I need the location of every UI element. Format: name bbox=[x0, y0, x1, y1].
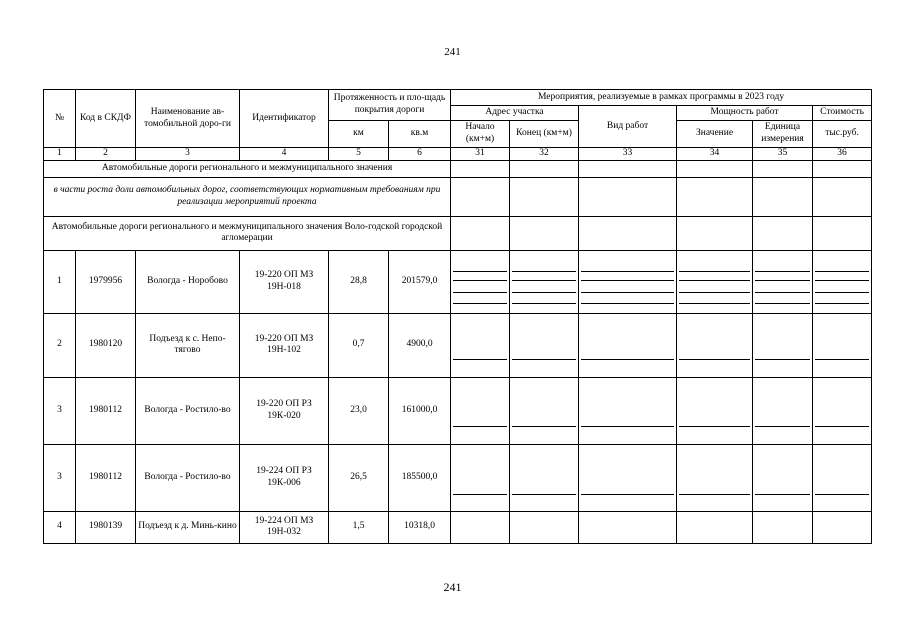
header-value: Значение bbox=[677, 121, 753, 148]
row-identifier: 19-220 ОП МЗ 19Н-102 bbox=[240, 313, 329, 377]
roads-table bbox=[43, 89, 872, 544]
header-address: Адрес участка bbox=[451, 106, 579, 121]
header-code: Код в СКДФ bbox=[76, 90, 136, 148]
table-row bbox=[44, 511, 872, 543]
header-work-type: Вид работ bbox=[579, 106, 677, 148]
row-code: 1980112 bbox=[76, 377, 136, 444]
row-road-name: Вологда - Норобово bbox=[136, 250, 240, 313]
column-number: 1 bbox=[44, 148, 76, 161]
column-number: 3 bbox=[136, 148, 240, 161]
column-number: 5 bbox=[329, 148, 389, 161]
row-sqm: 161000,0 bbox=[389, 377, 451, 444]
row-code: 1979956 bbox=[76, 250, 136, 313]
column-number: 2 bbox=[76, 148, 136, 161]
page-number-top: 241 bbox=[444, 46, 461, 58]
row-road-name: Подъезд к д. Минь-кино bbox=[136, 511, 240, 543]
column-number: 36 bbox=[813, 148, 872, 161]
row-code: 1980139 bbox=[76, 511, 136, 543]
row-identifier: 19-220 ОП РЗ 19К-020 bbox=[240, 377, 329, 444]
header-end: Конец (км+м) bbox=[510, 121, 579, 148]
row-road-name: Вологда - Ростило-во bbox=[136, 444, 240, 511]
column-number: 6 bbox=[389, 148, 451, 161]
header-cost-unit: тыс.руб. bbox=[813, 121, 872, 148]
table-row bbox=[44, 313, 872, 377]
table-row bbox=[44, 444, 872, 511]
column-number: 32 bbox=[510, 148, 579, 161]
header-sqm: кв.м bbox=[389, 121, 451, 148]
row-sqm: 185500,0 bbox=[389, 444, 451, 511]
section-vologda-agglomeration: Автомобильные дороги регионального и межмуниципального значения Воло-годской городской агломерации bbox=[44, 216, 451, 250]
section-growth-share: в части роста доли автомобильных дорог, соответствующих нормативным требованиям при реализации мероприятий проекта bbox=[44, 177, 451, 216]
column-number: 31 bbox=[451, 148, 510, 161]
column-number: 33 bbox=[579, 148, 677, 161]
row-index: 3 bbox=[44, 444, 76, 511]
section-regional-roads: Автомобильные дороги регионального и межмуниципального значения bbox=[44, 160, 451, 177]
row-identifier: 19-220 ОП МЗ 19Н-018 bbox=[240, 250, 329, 313]
header-no: № bbox=[44, 90, 76, 148]
row-code: 1980120 bbox=[76, 313, 136, 377]
row-index: 4 bbox=[44, 511, 76, 543]
row-km: 26,5 bbox=[329, 444, 389, 511]
header-start: Начало (км+м) bbox=[451, 121, 510, 148]
table-row bbox=[44, 377, 872, 444]
row-sqm: 10318,0 bbox=[389, 511, 451, 543]
column-number: 35 bbox=[753, 148, 813, 161]
header-km: км bbox=[329, 121, 389, 148]
page-number-bottom: 241 bbox=[443, 580, 462, 594]
row-identifier: 19-224 ОП МЗ 19Н-032 bbox=[240, 511, 329, 543]
row-km: 0,7 bbox=[329, 313, 389, 377]
column-number: 34 bbox=[677, 148, 753, 161]
header-identifier: Идентификатор bbox=[240, 90, 329, 148]
table-row bbox=[44, 250, 872, 313]
header-capacity: Мощность работ bbox=[677, 106, 813, 121]
header-cost: Стоимость bbox=[813, 106, 872, 121]
row-road-name: Вологда - Ростило-во bbox=[136, 377, 240, 444]
header-road-name: Наименование ав-томобильной доро-ги bbox=[136, 90, 240, 148]
row-index: 2 bbox=[44, 313, 76, 377]
row-code: 1980112 bbox=[76, 444, 136, 511]
row-sqm: 4900,0 bbox=[389, 313, 451, 377]
row-km: 1,5 bbox=[329, 511, 389, 543]
row-index: 1 bbox=[44, 250, 76, 313]
row-km: 23,0 bbox=[329, 377, 389, 444]
row-road-name: Подъезд к с. Непо-тягово bbox=[136, 313, 240, 377]
header-measures: Мероприятия, реализуемые в рамках программы в 2023 году bbox=[451, 90, 872, 106]
row-index: 3 bbox=[44, 377, 76, 444]
header-unit: Единица измерения bbox=[753, 121, 813, 148]
row-sqm: 201579,0 bbox=[389, 250, 451, 313]
row-identifier: 19-224 ОП РЗ 19К-006 bbox=[240, 444, 329, 511]
column-number: 4 bbox=[240, 148, 329, 161]
row-km: 28,8 bbox=[329, 250, 389, 313]
header-length-area: Протяженность и пло-щадь покрытия дороги bbox=[329, 90, 451, 121]
